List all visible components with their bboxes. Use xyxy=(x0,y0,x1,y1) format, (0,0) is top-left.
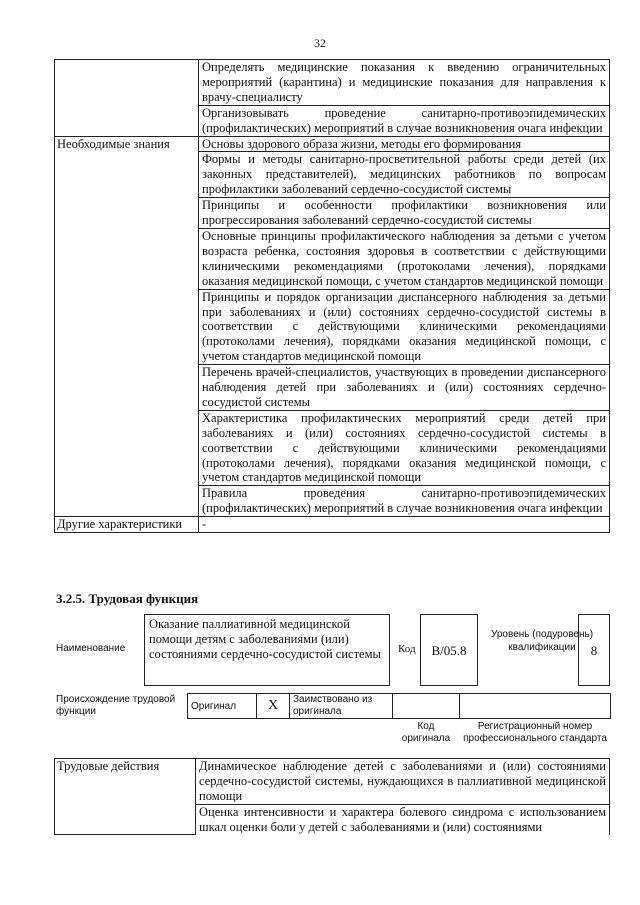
level-label: Уровень (подуровень) квалификации xyxy=(490,629,594,653)
knowledge-table xyxy=(54,59,610,533)
origin-label: Происхождение трудовой функции xyxy=(56,694,176,717)
table-cell: Организовывать проведение санитарно-противоэпидемических (профилактических) мероприятий в случае возникновения очага инфекции xyxy=(199,105,610,136)
table-cell: Перечень врачей-специалистов, участвующих в проведении диспансерного наблюдения детей при заболеваниях и (или) состояниях сердечно-сосудистой системы xyxy=(199,365,610,411)
level-value: 8 xyxy=(578,614,610,686)
borrowed-label: Заимствовано из оригинала xyxy=(290,694,393,719)
table-row xyxy=(55,759,610,805)
table-cell: Принципы и особенности профилактики возникновения или прогрессирования заболеваний сердечно-сосудистой системы xyxy=(199,198,610,229)
row-label-actions: Трудовые действия xyxy=(55,759,196,835)
table-cell: Принципы и порядок организации диспансерного наблюдения за детьми при заболеваниях и (или) состояниях сердечно-сосудистой системы в соответствии с действующими клиническими рекомендациями (протоколами лечения), порядками оказания медицинской помощи, с учетом стандартов медицинской помощи xyxy=(199,289,610,365)
table-cell: Формы и методы санитарно-просветительной работы среди детей (их законных представителей), медицинских работников по вопросам профилактики заболеваний сердечно-сосудистой системы xyxy=(199,152,610,198)
origin-table xyxy=(187,693,611,719)
table-row xyxy=(55,136,610,152)
reg-number-cell xyxy=(460,694,611,719)
code-label: Код xyxy=(398,643,416,655)
table-cell: Характеристика профилактических мероприятий среди детей при заболеваниях и (или) состояниях сердечно-сосудистой системы в соответствии с действующими клиническими рекомендациями (протоколами лечения), порядками оказания медицинской помощи, с учетом стандартов медицинской помощи xyxy=(199,410,610,486)
row-label xyxy=(55,60,199,137)
code-value: B/05.8 xyxy=(420,614,478,686)
code-original-label: Код оригинала xyxy=(401,721,451,744)
reg-number-label: Регистрационный номер профессионального стандарта xyxy=(463,721,607,744)
row-label-other: Другие характеристики xyxy=(55,517,199,533)
row-label-knowledge: Необходимые знания xyxy=(55,136,199,517)
table-row xyxy=(55,60,610,106)
name-value: Оказание паллиативной медицинской помощи детям с заболеваниями (или) состояниями сердечно-сосудистой системы xyxy=(144,614,390,686)
page-number: 32 xyxy=(314,36,326,50)
table-row xyxy=(55,517,610,533)
table-cell: Правила проведения санитарно-противоэпидемических (профилактических) мероприятий в случае возникновения очага инфекции xyxy=(199,486,610,517)
table-cell: Оценка интенсивности и характера болевого синдрома с использованием шкал оценки боли у детей с заболеваниями и (или) состояниями xyxy=(196,804,610,834)
table-row xyxy=(188,694,611,719)
section-title: 3.2.5. Трудовая функция xyxy=(56,591,199,606)
name-label: Наименование xyxy=(56,643,126,654)
table-cell: Основы здорового образа жизни, методы его формирования xyxy=(199,136,610,152)
code-original-cell xyxy=(393,694,460,719)
table-cell: Динамическое наблюдение детей с заболеваниями и (или) состояниями сердечно-сосудистой системы, нуждающихся в паллиативной медицинской помощи xyxy=(196,759,610,805)
labor-actions-table xyxy=(54,758,610,835)
table-cell: Определять медицинские показания к введению ограничительных мероприятий (карантина) и медицинские показания для направления к врачу-специалисту xyxy=(199,60,610,106)
original-mark: X xyxy=(257,694,290,719)
original-label: Оригинал xyxy=(188,694,257,719)
table-cell: - xyxy=(199,517,610,533)
table-cell: Основные принципы профилактического наблюдения за детьми с учетом возраста ребенка, состояния здоровья в соответствии с действующими клиническими рекомендациями (протоколами лечения), порядками оказания медицинской помощи, с учетом стандартов медицинской помощи xyxy=(199,228,610,289)
